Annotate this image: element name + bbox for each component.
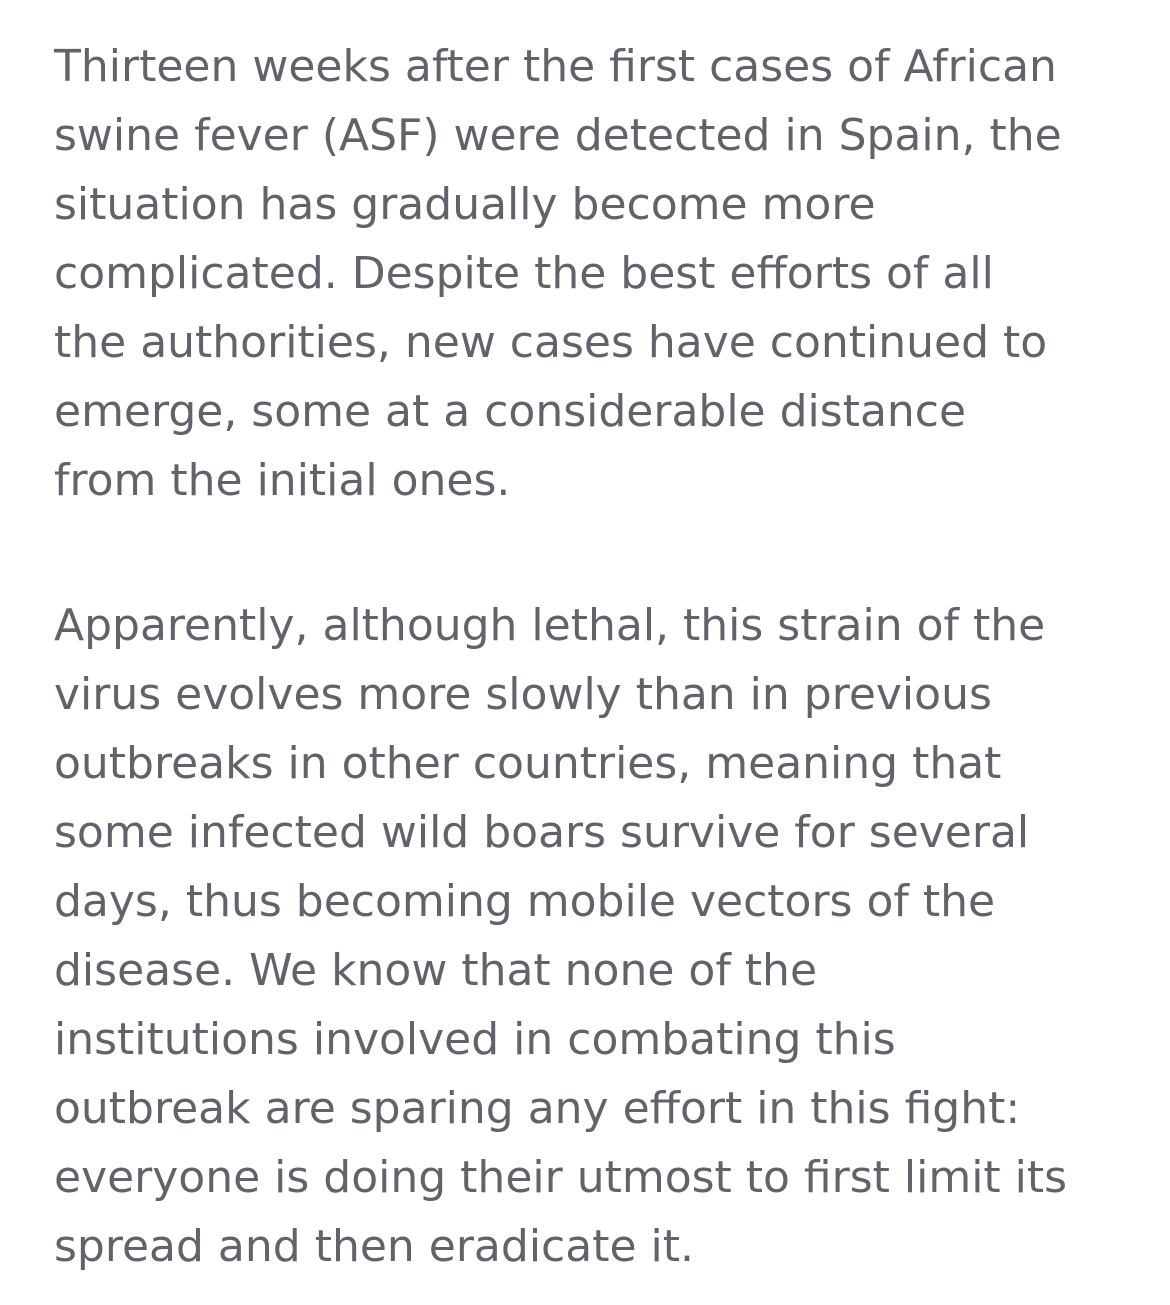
paragraph-line: swine fever (ASF) were detected in Spain, the [54,110,1062,161]
paragraph-line: the authorities, new cases have continued to [54,317,1048,368]
paragraph-spacer [54,515,1134,591]
paragraph-line: outbreaks in other countries, meaning that [54,738,1002,789]
paragraph-line: outbreak are sparing any effort in this fight: [54,1083,1021,1134]
paragraph-line: everyone is doing their utmost to first limit its [54,1152,1068,1203]
paragraph-line: complicated. Despite the best efforts of all [54,248,994,299]
paragraph-1 [54,32,1134,515]
article-body [54,32,1134,1281]
paragraph-line: spread and then eradicate it. [54,1221,694,1272]
paragraph-line: some infected wild boars survive for several [54,807,1030,858]
paragraph-line: from the initial ones. [54,455,511,506]
paragraph-line: disease. We know that none of the [54,945,818,996]
paragraph-line: Thirteen weeks after the first cases of African [54,41,1057,92]
paragraph-line: Apparently, although lethal, this strain of the [54,600,1046,651]
paragraph-line: virus evolves more slowly than in previous [54,669,992,720]
paragraph-line: situation has gradually become more [54,179,876,230]
paragraph-line: institutions involved in combating this [54,1014,896,1065]
paragraph-line: days, thus becoming mobile vectors of the [54,876,996,927]
paragraph-line: emerge, some at a considerable distance [54,386,967,437]
paragraph-2 [54,591,1134,1281]
